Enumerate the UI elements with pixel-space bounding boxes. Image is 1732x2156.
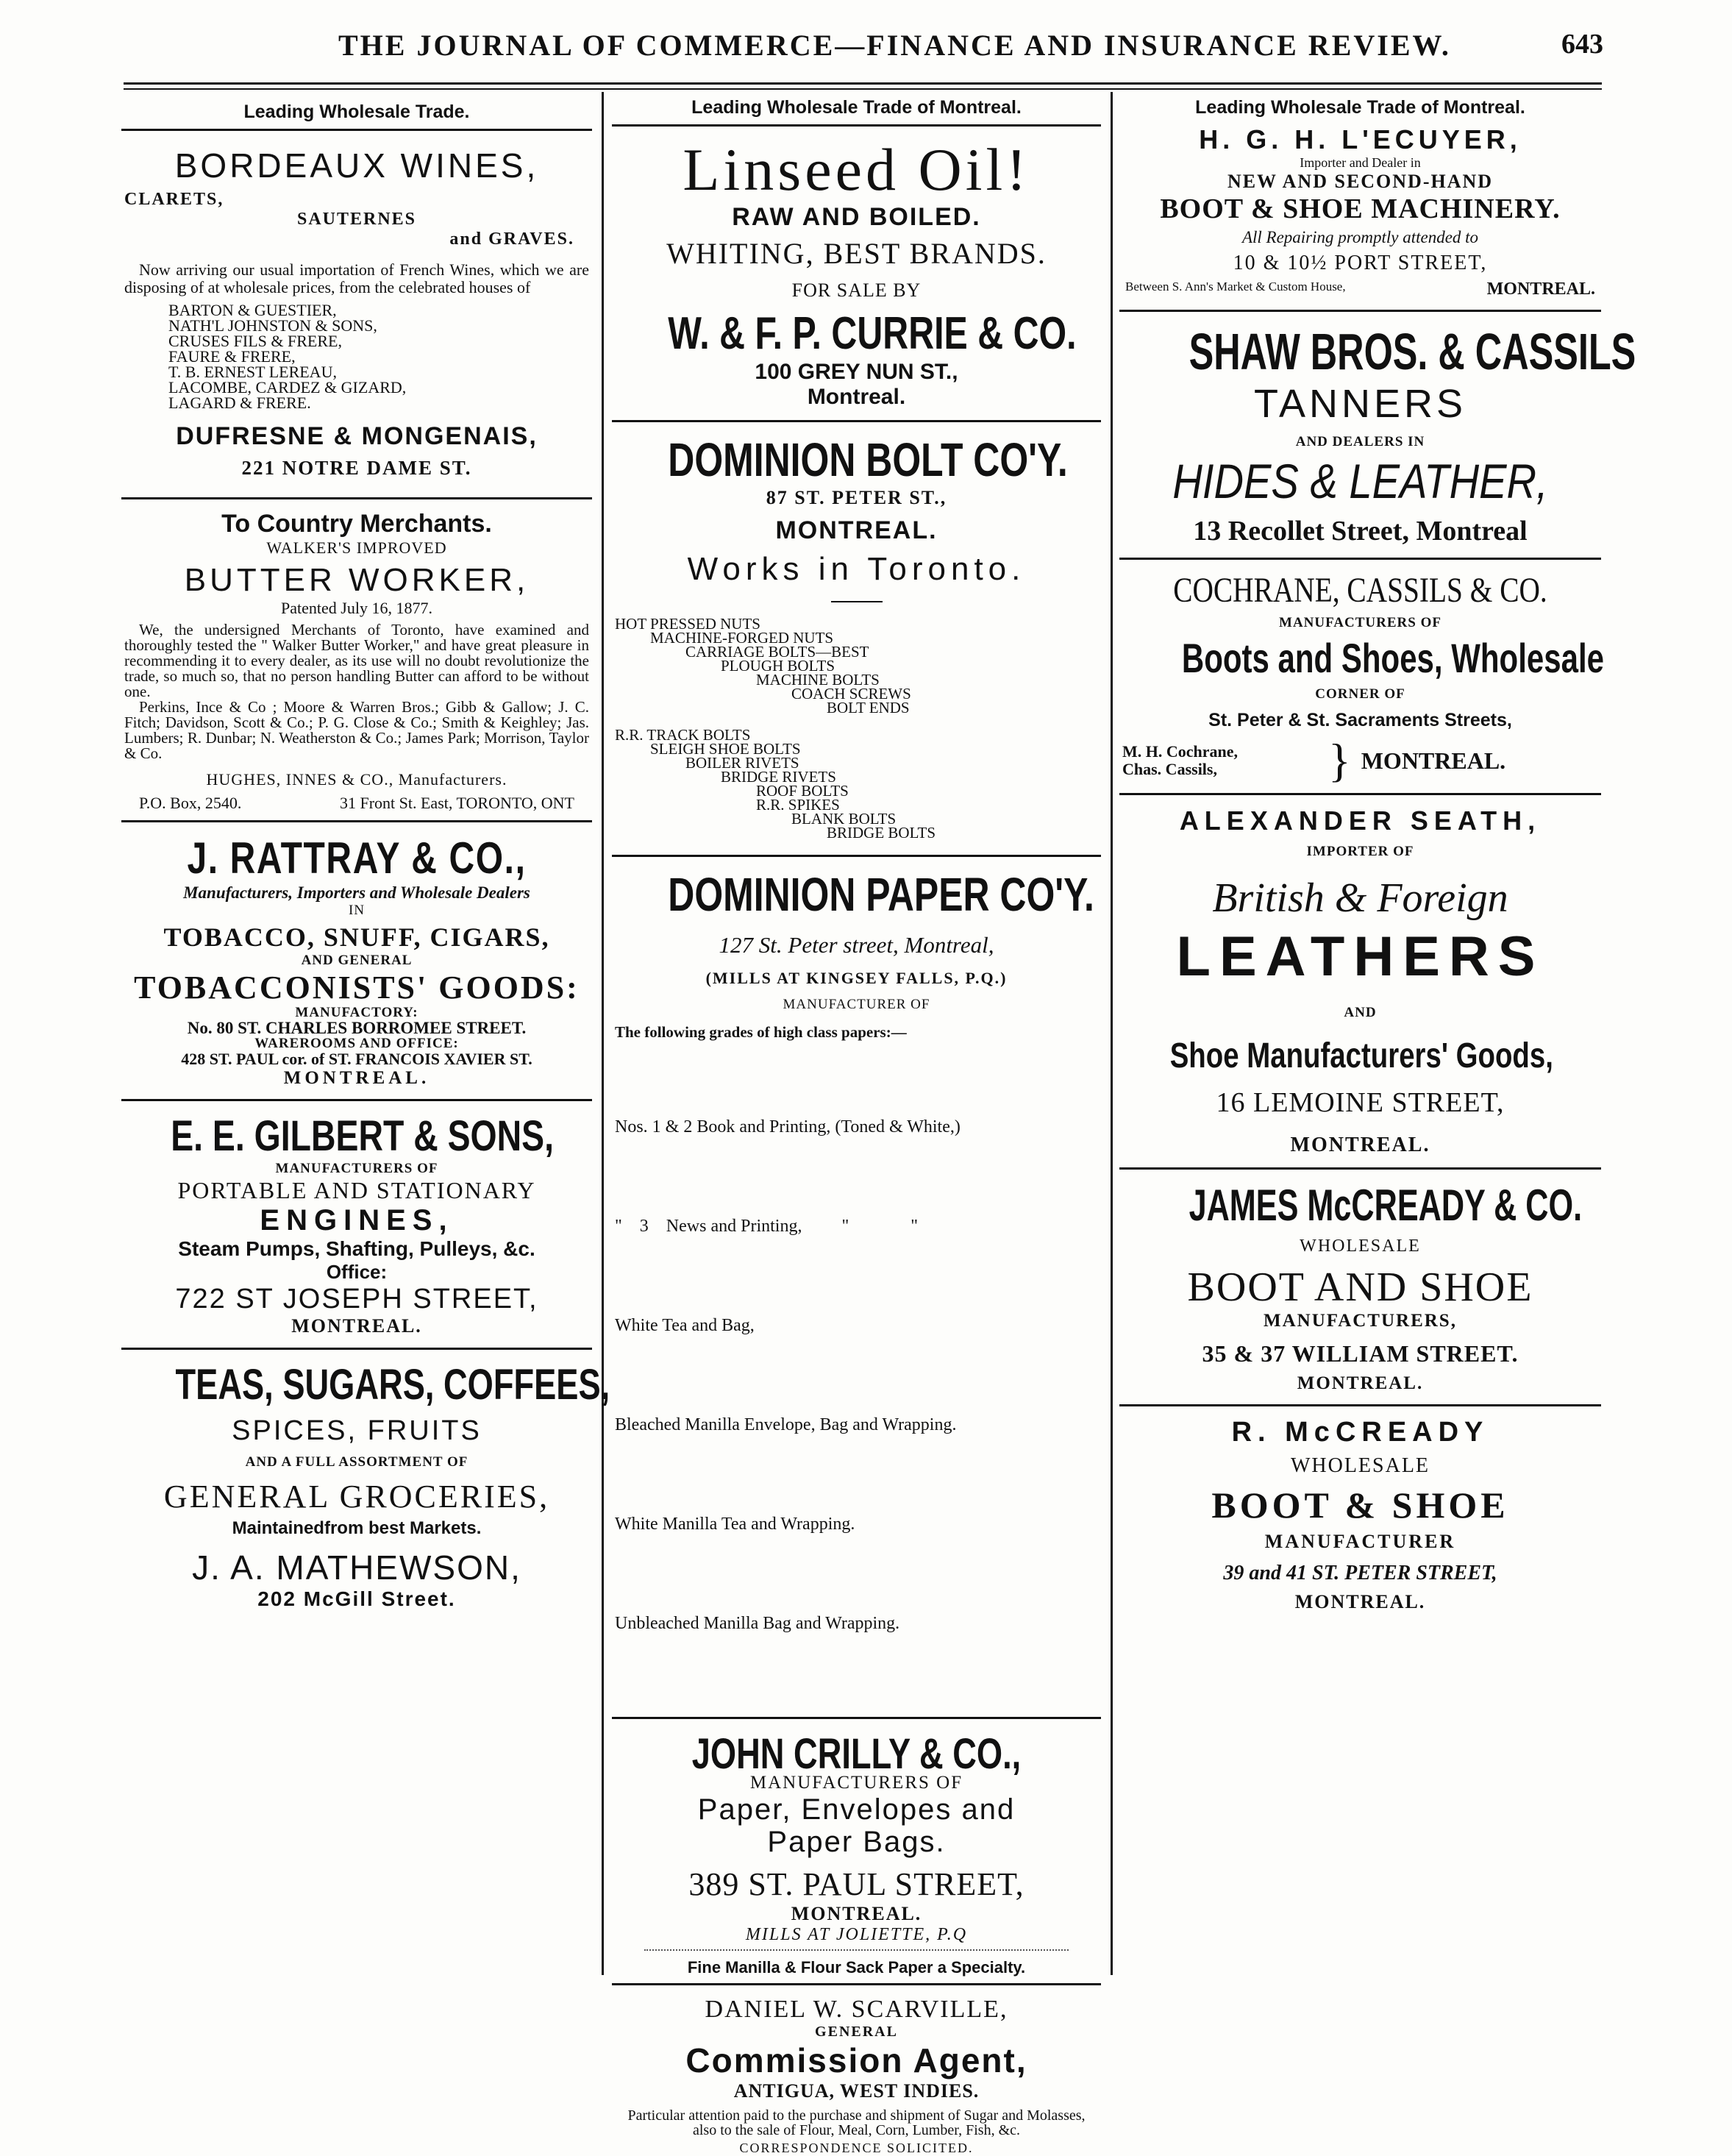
ad-line: FOR SALE BY	[791, 280, 922, 301]
ad-city: MONTREAL.	[1361, 747, 1506, 774]
ad-line: ANTIGUA, WEST INDIES.	[733, 2080, 980, 2102]
ad-city: MONTREAL.	[1290, 1134, 1430, 1156]
ad-bordeaux-wines	[121, 146, 592, 480]
ad-line: AND GENERAL	[301, 953, 413, 968]
address-note: Between S. Ann's Market & Custom House,	[1125, 280, 1346, 293]
list-item: White Tea and Bag,	[615, 1316, 755, 1335]
ad-lecuyer	[1119, 124, 1601, 299]
ad-dominion-paper	[612, 867, 1101, 1707]
page-number: 643	[1561, 29, 1603, 60]
list-item: LACOMBE, CARDEZ & GIZARD,	[168, 378, 407, 396]
ad-city: MONTREAL.	[283, 1068, 430, 1088]
list-item: MACHINE BOLTS	[756, 671, 880, 689]
ad-gilbert	[121, 1111, 592, 1337]
ad-address: 428 ST. PAUL cor. of ST. FRANCOIS XAVIER ST.	[181, 1050, 532, 1068]
ad-address: 35 & 37 WILLIAM STREET.	[1202, 1340, 1519, 1367]
ad-body: We, the undersigned Merchants of Toronto, have examined and thoroughly tested the " Walker Butter Worker," and have great pleasure in recommending it to every dealer, as its use will no doubt revolutionize the trade, so much so, that no person handling Butter can afford to be without one.	[124, 621, 589, 700]
ad-body: Particular attention paid to the purchase and shipment of Sugar and Molasses, also to the sale of Flour, Meal, Corn, Lumber, Fish, &c.	[627, 2107, 1086, 2138]
section-heading: Leading Wholesale Trade of Montreal.	[691, 97, 1022, 118]
ad-title: DANIEL W. SCARVILLE,	[705, 1996, 1008, 2023]
ad-mills: (MILLS AT KINGSEY FALLS, P.Q.)	[705, 969, 1008, 987]
ad-title: J. RATTRAY & CO.,	[187, 833, 527, 883]
list-item: NATH'L JOHNSTON & SONS,	[168, 316, 377, 335]
ad-title: JAMES McCREADY & CO.	[1188, 1181, 1583, 1230]
ad-line: MANUFACTURER	[1264, 1531, 1456, 1552]
ad-intro: The following grades of high class papers:—	[615, 1023, 907, 1041]
ad-line: NEW AND SECOND-HAND	[1227, 171, 1494, 192]
paper-grades	[615, 1045, 1098, 1707]
wine-houses-list	[168, 302, 589, 410]
ad-city: MONTREAL.	[1294, 1591, 1426, 1612]
list-item: " 3 News and Printing, " "	[615, 1217, 919, 1236]
ad-shaw-bros	[1119, 322, 1636, 547]
ad-cochrane	[1119, 570, 1604, 786]
address-row	[1122, 280, 1598, 299]
ad-title: SHAW BROS. & CASSILS	[1188, 323, 1636, 380]
ad-city: MONTREAL.	[291, 1315, 422, 1337]
ad-line: Works in Toronto.	[687, 551, 1026, 587]
ad-subtitle: GENERAL	[815, 2024, 898, 2040]
ad-line: Steam Pumps, Shafting, Pulleys, &c.	[178, 1237, 535, 1260]
ad-line: BOOT & SHOE	[1211, 1484, 1509, 1526]
ad-title: H. G. H. L'ECUYER,	[1199, 124, 1522, 154]
firm-name: J. A. MATHEWSON,	[192, 1548, 521, 1587]
ad-line: AND A FULL ASSORTMENT OF	[245, 1454, 468, 1470]
firm-address: 221 NOTRE DAME ST.	[241, 457, 472, 479]
list-item: FAURE & FRERE,	[168, 347, 296, 366]
ad-city: MONTREAL.	[791, 1903, 922, 1924]
list-item: Bleached Manilla Envelope, Bag and Wrapping.	[615, 1415, 957, 1434]
ad-subtitle: MANUFACTURERS OF	[1279, 615, 1441, 630]
ad-line: and GRAVES.	[449, 230, 574, 249]
partners	[1122, 743, 1328, 778]
ad-line: Maintainedfrom best Markets.	[232, 1518, 482, 1538]
ad-title: COCHRANE, CASSILS & CO.	[1173, 571, 1547, 610]
ad-subtitle: WALKER'S IMPROVED	[266, 538, 447, 557]
ad-title: BORDEAUX WINES,	[174, 146, 539, 185]
column-1	[121, 87, 610, 1611]
ad-line: Boots and Shoes, Wholesale	[1181, 635, 1604, 681]
ad-title: E. E. GILBERT & SONS,	[171, 1112, 554, 1160]
ad-subtitle: WHOLESALE	[1300, 1237, 1421, 1256]
product-name: BUTTER WORKER,	[184, 562, 530, 598]
ad-line: SAUTERNES	[296, 210, 417, 229]
list-item: White Manilla Tea and Wrapping.	[615, 1515, 855, 1534]
firm-city: Montreal.	[807, 385, 906, 409]
ad-address: 389 ST. PAUL STREET,	[688, 1866, 1024, 1902]
section-heading: Leading Wholesale Trade.	[243, 102, 470, 122]
ad-line: TOBACCO, SNUFF, CIGARS,	[163, 922, 550, 952]
list-item: Unbleached Manilla Bag and Wrapping.	[615, 1614, 900, 1633]
ad-address: 39 and 41 ST. PETER STREET,	[1223, 1562, 1497, 1584]
ad-footer: CORRESPONDENCE SOLICITED.	[739, 2141, 974, 2155]
firm-name: DUFRESNE & MONGENAIS,	[176, 422, 538, 450]
ad-body: Now arriving our usual importation of French Wines, which we are disposing of at wholesale prices, from the celebrated houses of	[124, 260, 589, 296]
ad-line: RAW AND BOILED.	[732, 203, 981, 231]
ad-crilly	[612, 1729, 1101, 1977]
list-item: SLEIGH SHOE BOLTS	[650, 740, 801, 758]
ad-line: All Repairing promptly attended to	[1241, 228, 1479, 246]
firm-address: 100 GREY NUN ST.,	[755, 360, 958, 384]
ad-address: 722 ST JOSEPH STREET,	[175, 1284, 538, 1314]
ad-line: BOOT & SHOE MACHINERY.	[1160, 193, 1561, 224]
ad-title: DOMINION BOLT CO'Y.	[668, 433, 1068, 486]
list-item: T. B. ERNEST LEREAU,	[168, 363, 337, 381]
ad-subtitle: Manufacturers, Importers and Wholesale Dealers	[183, 883, 530, 902]
ad-line: Paper Bags.	[767, 1826, 946, 1858]
ad-subtitle: Importer and Dealer in	[1300, 155, 1421, 170]
list-item: BRIDGE BOLTS	[827, 824, 936, 842]
ad-line: SPICES, FRUITS	[232, 1415, 482, 1446]
ad-subtitle: WHOLESALE	[1290, 1454, 1430, 1477]
ad-scarville	[612, 1996, 1101, 2156]
partners-row	[1122, 734, 1598, 786]
ad-address: 16 LEMOINE STREET,	[1216, 1087, 1505, 1118]
list-item: MACHINE-FORGED NUTS	[650, 629, 834, 647]
merchant-names: Perkins, Ince & Co ; Moore & Warren Bros.; Gibb & Gallow; J. C. Fitch; Davidson, Scott & Co.; P. G. Close & Co.; Smith & Keighley; Jas. Lumbers; R. Dunbar; N. Weatherston & Co.; James Park; Morrison, Taylor & Co.	[124, 698, 589, 762]
list-item: ROOF BOLTS	[756, 782, 849, 800]
ad-title: JOHN CRILLY & CO.,	[691, 1730, 1022, 1778]
list-item: R.R. SPIKES	[756, 796, 840, 814]
ad-line: IN	[348, 903, 366, 918]
address-row	[124, 794, 589, 813]
ad-label: Office:	[326, 1261, 388, 1283]
ad-mathewson	[121, 1360, 610, 1611]
partner-name: Chas. Cassils,	[1122, 760, 1217, 778]
ad-line: AND	[1344, 1005, 1377, 1020]
list-item: HOT PRESSED NUTS	[615, 615, 760, 633]
header-rule	[124, 82, 1602, 85]
ad-city: MONTREAL.	[1486, 280, 1595, 299]
ad-label: MANUFACTORY:	[295, 1005, 418, 1020]
list-item: LAGARD & FRERE.	[168, 394, 311, 412]
ad-line: ENGINES,	[260, 1204, 454, 1237]
list-item: BARTON & GUESTIER,	[168, 301, 337, 319]
ad-currie	[612, 137, 1101, 410]
ad-title: ALEXANDER SEATH,	[1179, 805, 1542, 836]
journal-title: THE JOURNAL OF COMMERCE—FINANCE AND INSURANCE REVIEW.	[338, 29, 1451, 62]
ad-line: BOOT AND SHOE	[1187, 1264, 1533, 1310]
ad-title: Linseed Oil!	[683, 136, 1030, 203]
ad-line: LEATHERS	[1176, 925, 1544, 988]
ad-line: Paper, Envelopes and	[697, 1793, 1016, 1826]
list-item: R.R. TRACK BOLTS	[615, 726, 751, 744]
ad-dominion-bolt	[612, 433, 1101, 840]
firm-name: W. & F. P. CURRIE & CO.	[668, 308, 1077, 359]
ad-title: DOMINION PAPER CO'Y.	[668, 868, 1094, 921]
list-item: CARRIAGE BOLTS—BEST	[685, 643, 869, 661]
ad-line: PORTABLE AND STATIONARY	[177, 1177, 536, 1203]
manufacturer: HUGHES, INNES & CO., Manufacturers.	[206, 770, 507, 789]
ad-line: TOBACCONISTS' GOODS:	[134, 970, 580, 1006]
ad-mills: MILLS AT JOLIETTE, P.Q	[745, 1925, 968, 1944]
ad-line: Shoe Manufacturers' Goods,	[1169, 1036, 1553, 1075]
ad-address: 10 & 10½ PORT STREET,	[1233, 252, 1488, 274]
firm-address: 202 McGill Street.	[257, 1587, 456, 1610]
ad-address: No. 80 ST. CHARLES BORROMEE STREET.	[187, 1019, 527, 1037]
ad-address: 13 Recollet Street, Montreal	[1193, 516, 1528, 547]
ad-james-mccready	[1119, 1180, 1601, 1394]
ad-label: WAREROOMS AND OFFICE:	[254, 1036, 459, 1051]
ad-subtitle: MANUFACTURERS OF	[749, 1773, 963, 1793]
partner-name: M. H. Cochrane,	[1122, 742, 1239, 761]
brace: }	[1328, 734, 1351, 786]
ad-title: TEAS, SUGARS, COFFEES,	[175, 1361, 610, 1409]
ad-r-mccready	[1119, 1417, 1601, 1613]
section-heading: Leading Wholesale Trade of Montreal.	[1195, 97, 1525, 118]
ad-subtitle: IMPORTER OF	[1306, 844, 1414, 859]
ad-line: Commission Agent,	[685, 2041, 1027, 2079]
list-item: BRIDGE RIVETS	[721, 768, 836, 786]
ad-address: 87 ST. PETER ST.,	[766, 487, 947, 508]
ad-address: 127 St. Peter street, Montreal,	[719, 932, 994, 958]
column-divider-2	[1111, 92, 1113, 1975]
po-box: P.O. Box, 2540.	[139, 794, 242, 812]
list-item: COACH SCREWS	[791, 685, 911, 702]
ad-line: HIDES & LEATHER,	[1172, 454, 1548, 508]
ad-seath	[1119, 805, 1601, 1157]
ad-specialty: Fine Manilla & Flour Sack Paper a Specialty.	[687, 1958, 1026, 1977]
patent-date: Patented July 16, 1877.	[281, 599, 432, 617]
ad-city: MONTREAL.	[1297, 1373, 1424, 1393]
ad-line: TANNERS	[1253, 382, 1467, 426]
list-item: BLANK BOLTS	[791, 810, 897, 828]
list-item: BOILER RIVETS	[685, 754, 799, 772]
ad-line: CORNER OF	[1315, 686, 1405, 702]
ad-line: British & Foreign	[1212, 875, 1508, 921]
ad-butter-worker	[121, 510, 592, 813]
ad-title: R. McCREADY	[1231, 1417, 1489, 1448]
ad-line: WHITING, BEST BRANDS.	[666, 237, 1047, 270]
column-divider-1	[602, 92, 604, 1975]
column-2	[612, 87, 1101, 2156]
ad-line: CLARETS,	[124, 190, 224, 209]
ad-city: MONTREAL.	[775, 516, 938, 544]
list-item: BOLT ENDS	[827, 699, 910, 716]
ad-line: MANUFACTURERS,	[1264, 1311, 1457, 1331]
ad-subtitle: MANUFACTURERS OF	[275, 1161, 438, 1176]
street-address: 31 Front St. East, TORONTO, ONT	[339, 794, 574, 812]
ad-line: AND DEALERS IN	[1295, 434, 1425, 449]
ad-title: To Country Merchants.	[221, 510, 492, 538]
ad-address: St. Peter & St. Sacraments Streets,	[1208, 710, 1512, 730]
list-item: PLOUGH BOLTS	[721, 657, 835, 675]
list-item: CRUSES FILS & FRERE,	[168, 332, 342, 350]
ad-rattray	[121, 833, 592, 1089]
column-3	[1119, 87, 1636, 1613]
ad-line: GENERAL GROCERIES,	[163, 1479, 550, 1515]
ad-subtitle: MANUFACTURER OF	[783, 997, 930, 1012]
list-item: Nos. 1 & 2 Book and Printing, (Toned & White,)	[615, 1117, 961, 1136]
bolt-list-a	[615, 617, 1098, 715]
bolt-list-b	[615, 728, 1098, 840]
page-header	[118, 28, 1603, 72]
